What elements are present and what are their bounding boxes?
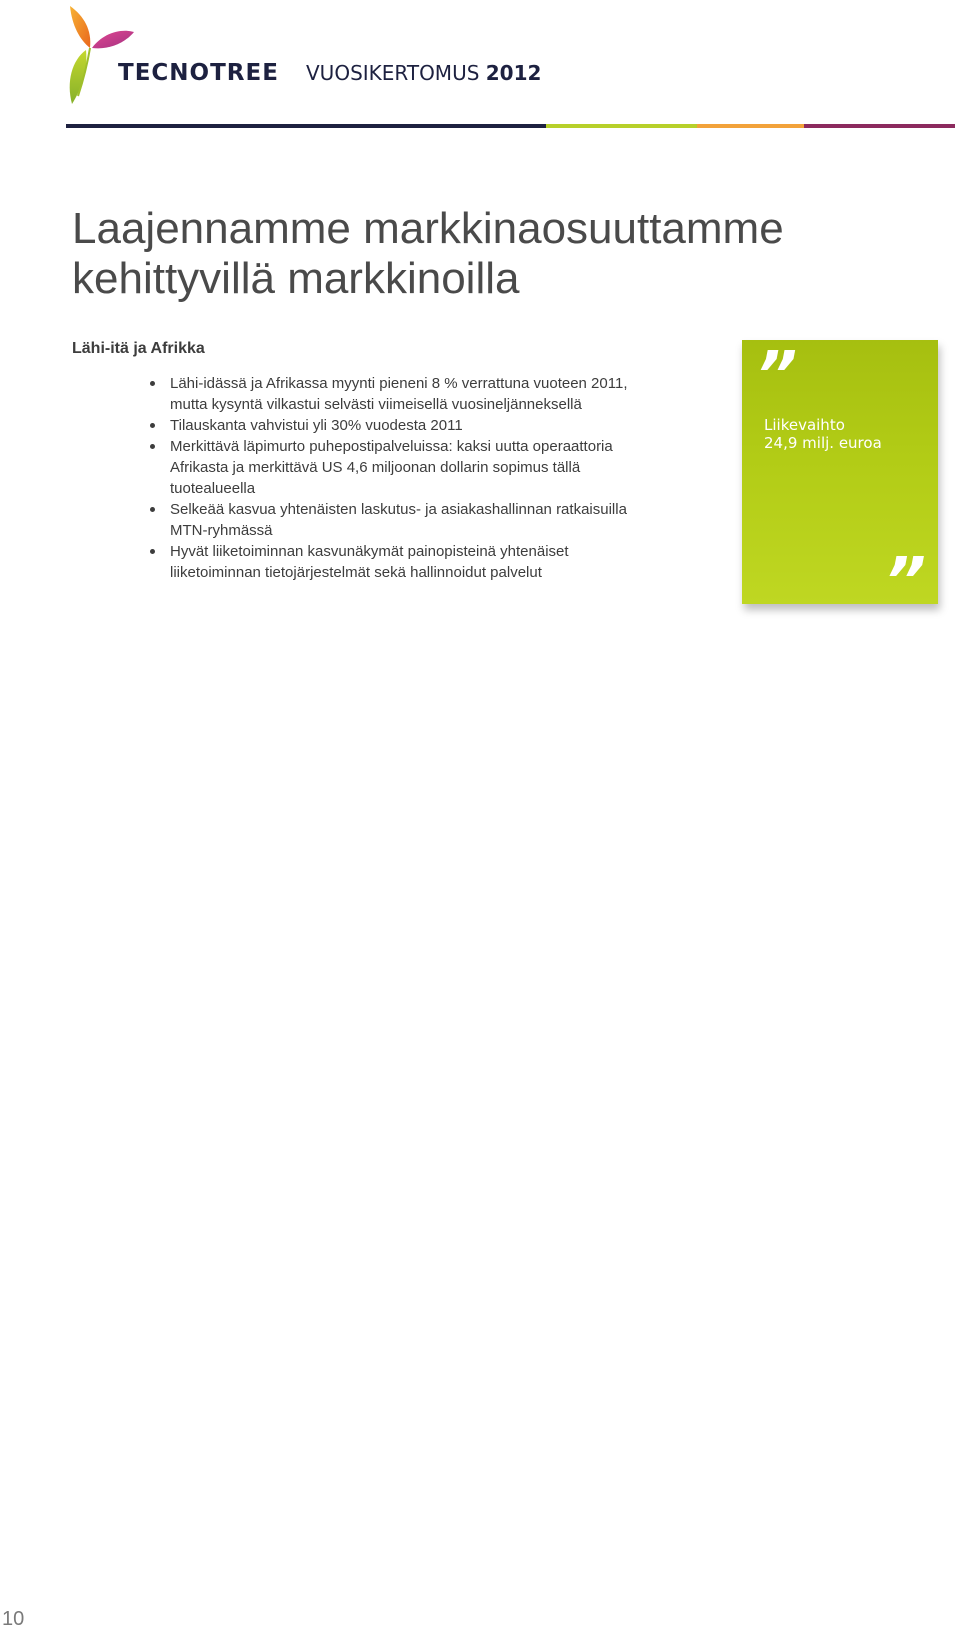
page-title-line: Laajennamme markkinaosuuttamme [72,204,784,253]
quote-value: 24,9 milj. euroa [764,434,882,452]
page-number: 10 [2,1608,25,1630]
list-item-line: tuotealueella [170,480,256,497]
page-title-line: kehittyvillä markkinoilla [72,254,520,303]
list-item-line: liiketoiminnan tietojärjestelmät sekä hallinnoidut palvelut [170,564,542,581]
quote-card [742,339,938,619]
list-item [150,541,710,583]
quote-close-icon: ” [884,545,926,619]
header-divider [66,124,955,128]
list-item-line: Merkittävä läpimurto puhepostipalveluissa: kaksi uutta operaattoria [170,438,613,455]
brand-name: TECNOTREE [118,60,279,86]
page-title [72,204,852,304]
section-heading: Lähi-itä ja Afrikka [72,340,205,357]
list-item [150,415,710,436]
list-item-line: MTN-ryhmässä [170,522,273,539]
bullet-list [150,373,710,583]
list-item [150,436,710,499]
list-item-line: Hyvät liiketoiminnan kasvunäkymät painopisteinä yhtenäiset [170,543,569,560]
report-title-text: VUOSIKERTOMUS [306,61,480,85]
list-item-line: mutta kysyntä vilkastui selvästi viimeisellä vuosineljänneksellä [170,396,582,413]
report-title [306,61,541,85]
list-item-line: Lähi-idässä ja Afrikassa myynti pieneni 8 % verrattuna vuoteen 2011, [170,375,628,392]
quote-open-icon: ” [756,339,798,413]
report-year: 2012 [485,61,542,85]
list-item [150,373,710,415]
list-item-line: Selkeää kasvua yhtenäisten laskutus- ja asiakashallinnan ratkaisuilla [170,501,627,518]
list-item [150,499,710,541]
quote-label: Liikevaihto [764,416,845,434]
tecnotree-flower-logo [62,4,144,108]
list-item-line: Tilauskanta vahvistui yli 30% vuodesta 2011 [170,417,463,434]
list-item-line: Afrikasta ja merkittävä US 4,6 miljoonan dollarin sopimus tällä [170,459,581,476]
